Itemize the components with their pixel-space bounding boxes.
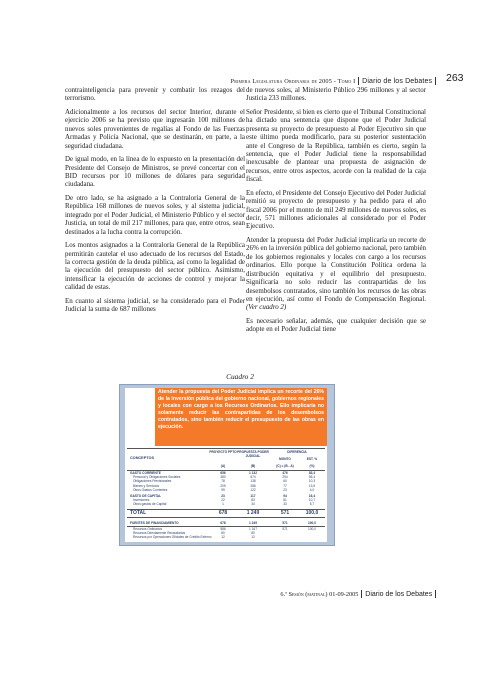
row-value: 100,0	[308, 520, 316, 525]
table-row	[127, 488, 325, 492]
row-value: 77	[283, 483, 287, 488]
row-value: 23	[283, 487, 287, 492]
row-value: 83	[251, 498, 255, 503]
budget-table	[127, 448, 325, 539]
cuadro-figure	[119, 384, 335, 546]
row-label: Otros gastos de Capital	[133, 502, 167, 507]
row-value: 34	[251, 502, 255, 507]
row-value: 10,3	[308, 479, 316, 484]
row-value: 1 167	[249, 526, 257, 531]
row-value: 1 249	[246, 509, 260, 516]
paragraph: Los montos asignados a la Contraloría General de la República permitirán cautelar el uso adecuado de los recursos del Estado, la correcta gestión de la deuda pública, así como la legalidad de la ejecución del presupuesto del sector público. Asimismo, intensificar la ejecución de acciones de control y mejorar la calidad de estas.	[65, 241, 245, 292]
row-value: 5,7	[309, 502, 315, 507]
footer-divider	[361, 590, 362, 598]
column-code-c: (C) = (B - A)	[276, 464, 294, 468]
row-label: Obligaciones Previsionales	[133, 479, 172, 484]
table-body	[127, 471, 325, 539]
column-header-concepts: CONCEPTOS	[130, 456, 154, 460]
row-value: 99	[221, 487, 225, 492]
paragraph: Señor Presidente, si bien es cierto que el Tribunal Constitucional ha dictado una sentencia que dispone que el Poder Judicial presenta su proyecto de presupuesto al Poder Ejecutivo sin que este último pueda modificarlo, para su posterior sustentación ante el Congreso de la República, también es cierto, según la sentencia, que el Poder Judicial tiene la responsabilidad inexcusable de plantear una propuesta de asignación de recursos, entre otros aspectos, acorde con la realidad de la caja fiscal.	[246, 108, 426, 184]
highlight-banner: Atender la propuesta del Poder Judicial implica un recorte del 26% de la inversión pública del gobierno nacional, gobiernos regionales y locales con cargo a los Recursos Ordinarios. Ello implicaría no solamente reducir las contrapartidas de los desembolsos contratados, sino también reducir el presupuesto de las obras en ejecución.	[155, 388, 327, 446]
row-value: 1	[222, 502, 224, 507]
row-value: 60	[283, 479, 287, 484]
row-value: 476	[282, 471, 288, 475]
row-value: 55,4	[308, 475, 316, 480]
row-label: Recursos por Operaciones Oficiales de Crédito Externo	[133, 534, 212, 539]
row-label: TOTAL	[130, 509, 147, 516]
row-value: 12	[221, 534, 225, 539]
header-title: Primera Legislatura Ordinaria de 2005 - Tomo I	[230, 77, 356, 85]
row-value: 83,4	[308, 471, 316, 475]
row-value: 586	[220, 526, 226, 531]
row-value: 80	[251, 530, 255, 535]
row-value: 80	[221, 530, 225, 535]
row-value: 138	[250, 479, 256, 484]
right-column	[246, 86, 426, 339]
row-value: 100,0	[305, 509, 319, 516]
paragraph	[246, 236, 426, 312]
row-value: 4,0	[309, 487, 315, 492]
row-label: Personal y Obligaciones Sociales	[133, 475, 181, 480]
row-value: 33	[283, 502, 287, 507]
figure-reference: (Ver cuadro 2)	[246, 303, 287, 312]
paragraph: Adicionalmente a los recursos del sector Interior, durante el ejercicio 2006 se ha previsto que ingresarán 100 millones de nuevos soles provenientes de regalías al Fondo de las Fuerzas Armadas y Policía Nacional, que se destinarán, en parte, a la seguridad ciudadana.	[65, 108, 245, 150]
column-code-a: (A)	[220, 464, 226, 468]
paragraph: De otro lado, se ha asignado a la Contraloría General de la República 168 millones de nuevos soles, y al sistema judicial, integrado por el Poder Judicial, el Ministerio Público y el sector Justicia, un total de mil 217 millones, para que, entre otros, sean destinados a la lucha contra la corrupción.	[65, 194, 245, 236]
row-label: FUENTES DE FINANCIAMIENTO	[130, 520, 179, 525]
row-label: Otros Gastos Corrientes	[133, 487, 168, 492]
page-number: 263	[446, 72, 464, 84]
table-row	[127, 520, 325, 527]
row-value: 23	[221, 493, 225, 498]
figure-body	[125, 388, 327, 542]
row-value: 571	[282, 520, 288, 525]
row-value: 94	[283, 493, 287, 498]
left-column	[65, 86, 245, 319]
paragraph: En cuanto al sistema judicial, se ha considerado para el Poder Judicial la suma de 687 millones	[65, 296, 245, 314]
paragraph: De igual modo, en la línea de lo expuesto en la presentación del Presidente del Consejo de Ministros, se prevé concertar con el BID recursos por 10 millones de dólares para seguridad ciudadana.	[65, 155, 245, 189]
row-value: 1 132	[249, 471, 257, 475]
column-header-proyecto: PROYECTO PPTO	[209, 450, 237, 454]
row-label: Inversiones	[133, 498, 150, 503]
row-value: 10,7	[308, 498, 316, 503]
paragraph-text: Atender la propuesta del Poder Judicial implicaría un recorte de 26% en la inversión pública del gobierno nacional, pero también de los gobiernos regionales y locales con cargo a los recursos ordinarios. Ello porque la Constitución Política ordena la distribución equitativa y el equilibrio del presupuesto. Significaría no solo reducir las contrapartidas de los desembolsos contratados, sino también los recursos de las obras en ejecución, así como el Fondo de Compensación Regional.	[246, 236, 426, 303]
table-header	[127, 448, 325, 471]
figure-caption: Cuadro 2	[226, 372, 254, 381]
running-footer	[256, 589, 436, 599]
row-value: 571	[282, 526, 288, 531]
footer-brand: Diario de los Debates	[365, 590, 433, 598]
table-row	[127, 502, 325, 506]
header-divider-2	[435, 77, 436, 85]
row-value: 674	[250, 475, 256, 480]
row-value: 16,4	[308, 493, 316, 498]
row-value: 294	[282, 475, 288, 480]
column-header-est: EST. %	[306, 457, 318, 461]
row-value: 100,0	[308, 526, 316, 531]
row-value: 78	[221, 479, 225, 484]
paragraph: de nuevos soles, al Ministerio Público 296 millones y al sector Justicia 233 millones.	[246, 86, 426, 103]
row-label: GASTO DE CAPITAL	[130, 493, 162, 498]
column-code-pct: (%)	[309, 464, 315, 468]
row-value: 22	[221, 498, 225, 503]
header-divider	[358, 77, 359, 85]
row-value: 571	[280, 509, 290, 516]
footer-session: 6.ª Sesión (matinal) 01-09-2005	[280, 590, 359, 598]
column-header-diferencia: DIFERENCIA	[287, 450, 307, 454]
row-label: Recursos Ordinarios	[133, 526, 163, 531]
table-row	[127, 509, 325, 518]
table-row	[127, 535, 325, 539]
row-value: 117	[250, 493, 256, 498]
header-brand: Diario de los Debates	[362, 77, 433, 85]
column-header-propuesta: PROPUESTA PODER JUDICIAL	[237, 450, 269, 459]
row-label: Bienes y Servicios	[133, 483, 160, 488]
row-label: GASTO CORRIENTE	[130, 471, 161, 475]
paragraph: En efecto, el Presidente del Consejo Ejecutivo del Poder Judicial remitió su proyecto de presupuesto y ha pedido para el año fiscal 2006 por el monto de mil 249 millones de nuevos soles, es decir, 571 millones adicionales al considerado por el Poder Ejecutivo.	[246, 188, 426, 231]
row-value: 122	[250, 487, 256, 492]
row-value: 12	[251, 534, 255, 539]
column-code-b: (B)	[250, 464, 256, 468]
paragraph: Es necesario señalar, además, que cualquier decisión que se adopte en el Poder Judicial tiene	[246, 316, 426, 334]
row-value: 678	[218, 509, 228, 516]
row-value: 1 249	[249, 520, 257, 525]
row-value: 13,5	[308, 483, 316, 488]
row-value: 656	[220, 471, 226, 475]
row-value: 380	[220, 475, 226, 480]
paragraph: contrainteligencia para prevenir y combatir los rezagos del terrorismo.	[65, 86, 245, 103]
column-header-monto: MONTO	[279, 457, 291, 461]
row-value: 61	[283, 498, 287, 503]
row-value: 678	[220, 520, 226, 525]
row-value: 209	[220, 483, 226, 488]
row-value: 286	[250, 483, 256, 488]
footer-divider-2	[435, 590, 436, 598]
row-label: Recursos Directamente Recaudados	[133, 530, 186, 535]
